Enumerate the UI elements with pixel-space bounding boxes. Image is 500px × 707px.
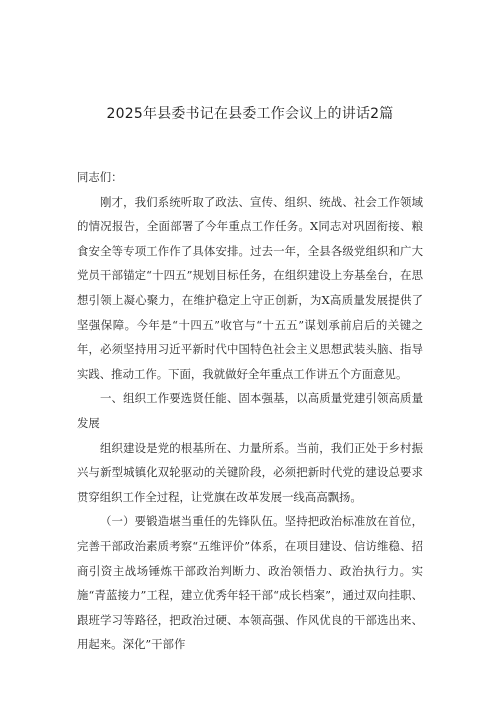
body-paragraph: （一）要锻造堪当重任的先锋队伍。坚持把政治标准放在首位，完善干部政治素质考察“五维评价”体系，在项目建设、信访维稳、招商引资主战场锤炼干部政治判断力、政治领悟力、政治执行力。实施“青蓝接力”工程，建立优秀年轻干部“成长档案”，通过双向挂职、跟班学习等路径，把政治过硬、本领高强、作风优良的干部选出来、用起来。深化”干部作: [77, 514, 423, 652]
section-heading: 一、组织工作要选贤任能、固本强基，以高质量党建引领高质量发展: [77, 391, 423, 430]
salutation: 同志们：: [77, 170, 123, 184]
document-body: [77, 165, 423, 657]
document-title: 2025年县委书记在县委工作会议上的讲话2篇: [106, 106, 394, 122]
body-paragraph: 组织建设是党的根基所在、力量所系。当前，我们正处于乡村振兴与新型城镇化双轮驱动的关键阶段，必须把新时代党的建设总要求贯穿组织工作全过程，让党旗在改革发展一线高高飘扬。: [77, 440, 423, 504]
body-paragraph: 刚才，我们系统听取了政法、宣传、组织、统战、社会工作领域的情况报告，全面部署了今年重点工作任务。X同志对巩固衔接、粮食安全等专项工作作了具体安排。过去一年，全县各级党组织和广大党员干部锚定“十四五”规划目标任务，在组织建设上夯基垒台，在思想引领上凝心聚力，在维护稳定上守正创新，为X高质量发展提供了坚强保障。今年是“十四五”收官与“十五五”谋划承前启后的关键之年，必须坚持用习近平新时代中国特色社会主义思想武装头脑、指导实践、推动工作。下面，我就做好全年重点工作讲五个方面意见。: [77, 194, 423, 381]
